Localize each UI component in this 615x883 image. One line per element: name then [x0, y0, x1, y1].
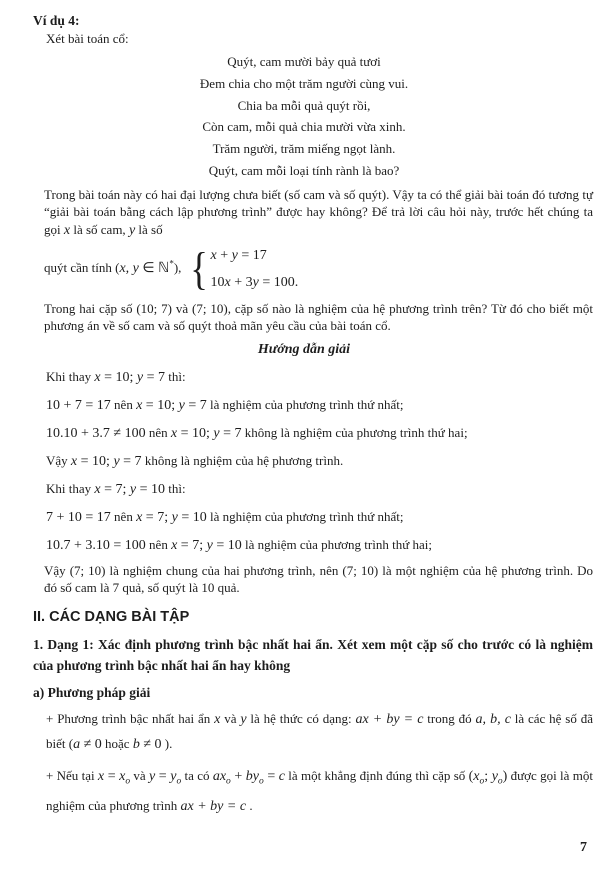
- poem-line: Quýt, cam mười bảy quả tươi: [227, 54, 381, 69]
- poem-line: Trăm người, trăm miếng ngọt lành.: [212, 141, 396, 157]
- example-intro: Xét bài toán cổ:: [46, 31, 129, 46]
- left-brace: {: [190, 242, 209, 294]
- solution-heading: Hướng dẫn giải: [257, 341, 351, 357]
- poem-line: Quýt, cam mỗi loại tính rành là bao?: [208, 162, 400, 178]
- example-title: Ví dụ 4:: [33, 13, 80, 28]
- solution-line: 10.7 + 3.10 = 100 nên x = 7; y = 10 là nghiệm của phương trình thứ hai;: [46, 536, 433, 553]
- solution-line: Vậy x = 10; y = 7 không là nghiệm của hệ phương trình.: [46, 452, 344, 469]
- paragraph-question: Trong hai cặp số (10; 7) và (7; 10), cặp số nào là nghiệm của hệ phương trình trên? Từ đó cho biết một phương án về số cam và số quýt thoả mãn yêu cầu của bài toán cổ.: [44, 300, 593, 334]
- equations: [211, 242, 299, 296]
- bullet-solution-pair: + Nếu tại $x = x_o$ và $y = y_o$ ta có $ax_o + by_o = c$ là một khẳng định đúng thì cặp số ($x_o$; $y_o$) được gọi là một nghiệm của phương trình ax + by = c .: [46, 767, 593, 814]
- solution-line: Khi thay x = 10; y = 7 thì:: [46, 368, 186, 385]
- equation-1: x + y = 17: [210, 247, 267, 263]
- solution-line: 10.10 + 3.7 ≠ 100 nên x = 10; y = 7 không là nghiệm của phương trình thứ hai;: [46, 424, 468, 441]
- poem-line: Còn cam, mỗi quả chia mười vừa xinh.: [202, 119, 406, 135]
- equation-system: [188, 242, 298, 296]
- method-label: a) Phương pháp giải: [33, 684, 151, 700]
- solution-line: Khi thay x = 7; y = 10 thì:: [46, 480, 186, 497]
- paragraph-analysis: Trong bài toán này có hai đại lượng chưa biết (số cam và số quýt). Vậy ta có thể giải bài toán đó tương tự “giải bài toán bằng cách lập phương trình” được hay không? Để trả lời câu hỏi này, trước hết chúng ta gọi x là số cam, y là số: [44, 186, 593, 238]
- solution-line: 10 + 7 = 17 nên x = 10; y = 7 là nghiệm của phương trình thứ nhất;: [46, 396, 404, 413]
- equation-2: 10x + 3y = 100.: [210, 274, 299, 290]
- solution-line: 7 + 10 = 17 nên x = 7; y = 10 là nghiệm của phương trình thứ nhất;: [46, 508, 404, 525]
- page-number: 7: [580, 840, 587, 855]
- paragraph-conclusion: Vậy (7; 10) là nghiệm chung của hai phương trình, nên (7; 10) là một nghiệm của hệ phương trình. Do đó số cam là 7 quả, số quýt là 10 quả.: [44, 562, 593, 596]
- bullet-definition: + Phương trình bậc nhất hai ẩn x và y là hệ thức có dạng: ax + by = c trong đó a, b, c là các hệ số đã biết (a ≠ 0 hoặc b ≠ 0 ).: [46, 710, 593, 752]
- section-heading: II. CÁC DẠNG BÀI TẬP: [33, 608, 190, 625]
- system-row: [44, 242, 593, 296]
- system-label: quýt cần tính (x, y ∈ ℕ*),: [44, 258, 182, 277]
- dang1-title: 1. Dạng 1: Xác định phương trình bậc nhất hai ẩn. Xét xem một cặp số cho trước có là nghiệm của phương trình bậc nhất hai ẩn hay không: [33, 636, 593, 674]
- poem-block: [33, 51, 575, 182]
- poem-line: Chia ba mỗi quả quýt rồi,: [237, 97, 371, 113]
- poem-line: Đem chia cho một trăm người cùng vui.: [199, 75, 409, 91]
